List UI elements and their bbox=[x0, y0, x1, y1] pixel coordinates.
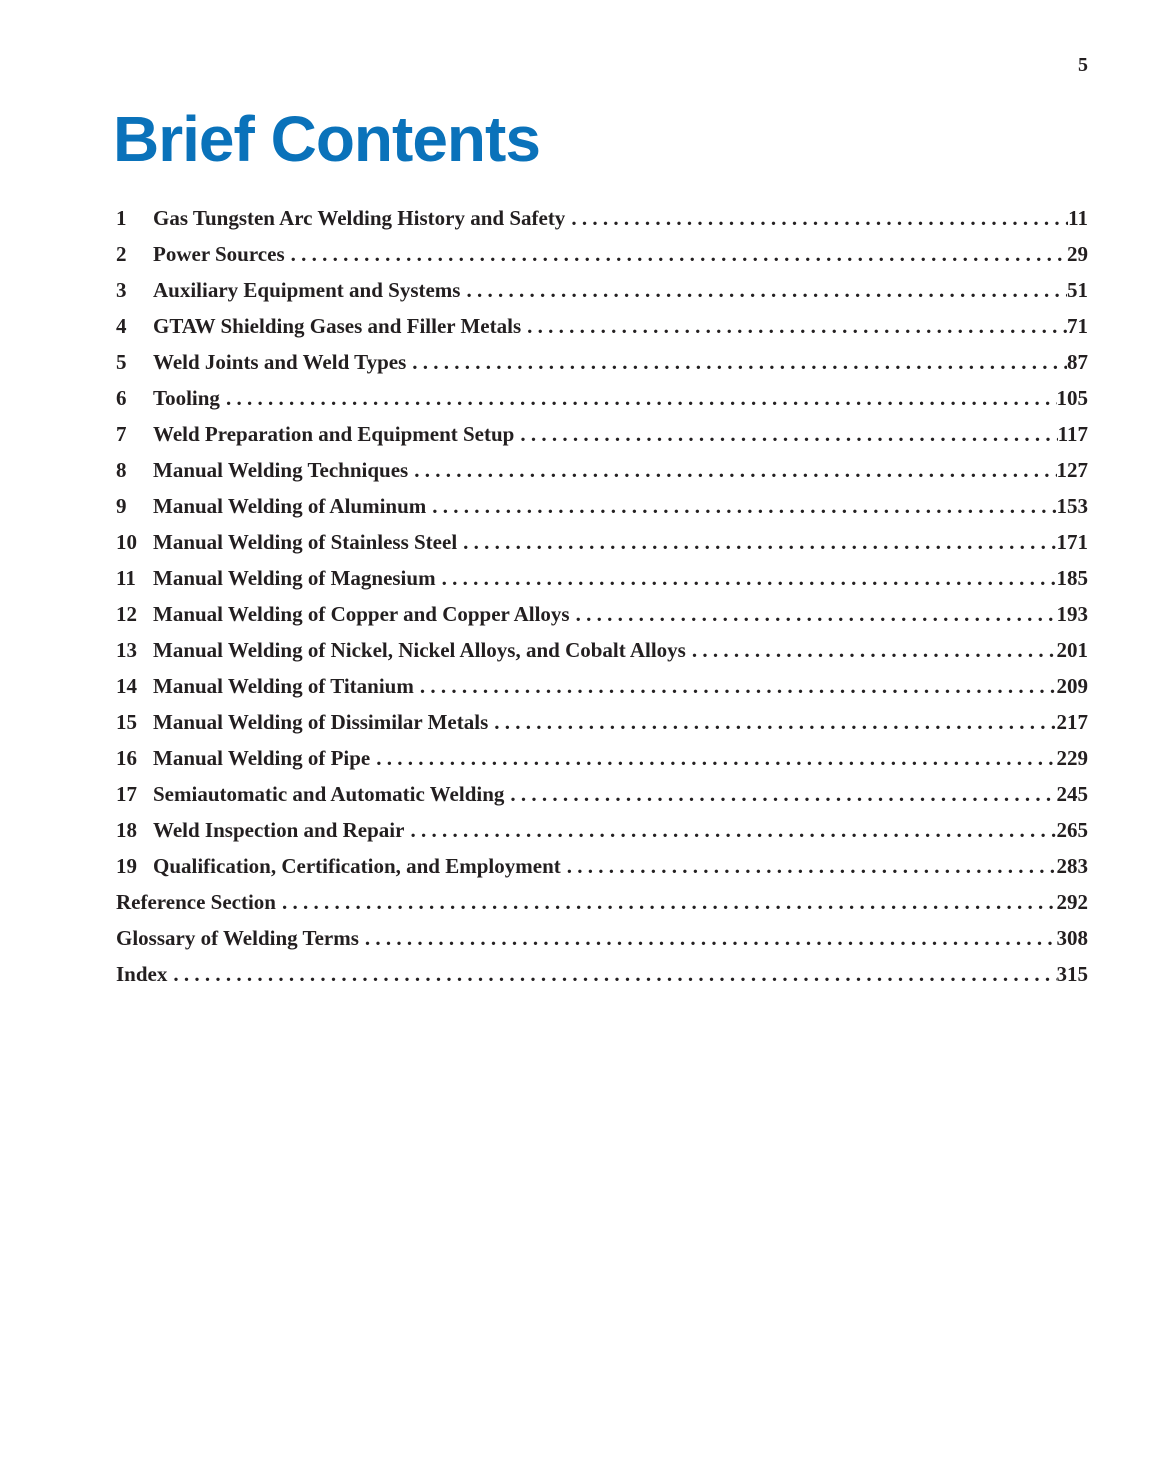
toc-entry-chapter-5[interactable] bbox=[116, 344, 1088, 380]
dot-leader bbox=[414, 668, 1057, 704]
dot-leader bbox=[561, 848, 1057, 884]
section-title: Index bbox=[116, 962, 168, 986]
chapter-number: 3 bbox=[116, 278, 127, 302]
toc-entry-chapter-17[interactable] bbox=[116, 776, 1088, 812]
chapter-number: 2 bbox=[116, 242, 127, 266]
dot-leader bbox=[404, 812, 1056, 848]
chapter-title: Auxiliary Equipment and Systems bbox=[153, 278, 461, 302]
page-ref: 209 bbox=[1056, 674, 1088, 698]
table-of-contents bbox=[116, 200, 1088, 992]
toc-entry-chapter-9[interactable] bbox=[116, 488, 1088, 524]
toc-entry-chapter-18[interactable] bbox=[116, 812, 1088, 848]
toc-entry-chapter-11[interactable] bbox=[116, 560, 1088, 596]
page-ref: 171 bbox=[1056, 530, 1088, 554]
toc-entry-chapter-7[interactable] bbox=[116, 416, 1088, 452]
chapter-title: Manual Welding of Stainless Steel bbox=[153, 530, 458, 554]
page-ref: 315 bbox=[1056, 962, 1088, 986]
page-ref: 245 bbox=[1056, 782, 1088, 806]
chapter-title: GTAW Shielding Gases and Filler Metals bbox=[153, 314, 522, 338]
dot-leader bbox=[220, 380, 1057, 416]
page-ref: 185 bbox=[1056, 566, 1088, 590]
chapter-number: 13 bbox=[116, 638, 137, 662]
page-ref: 87 bbox=[1067, 350, 1088, 374]
toc-entry-chapter-16[interactable] bbox=[116, 740, 1088, 776]
chapter-number: 6 bbox=[116, 386, 127, 410]
section-title: Glossary of Welding Terms bbox=[116, 926, 359, 950]
dot-leader bbox=[521, 308, 1067, 344]
toc-entry-chapter-3[interactable] bbox=[116, 272, 1088, 308]
chapter-number: 18 bbox=[116, 818, 137, 842]
dot-leader bbox=[370, 740, 1056, 776]
chapter-title: Manual Welding of Nickel, Nickel Alloys, and Cobalt Alloys bbox=[153, 638, 686, 662]
toc-entry-chapter-12[interactable] bbox=[116, 596, 1088, 632]
chapter-title: Weld Inspection and Repair bbox=[153, 818, 405, 842]
chapter-number: 14 bbox=[116, 674, 137, 698]
chapter-number: 11 bbox=[116, 566, 136, 590]
toc-entry-chapter-10[interactable] bbox=[116, 524, 1088, 560]
page-ref: 292 bbox=[1056, 890, 1088, 914]
dot-leader bbox=[488, 704, 1056, 740]
dot-leader bbox=[285, 236, 1067, 272]
chapter-title: Manual Welding of Copper and Copper Alloys bbox=[153, 602, 570, 626]
chapter-title: Semiautomatic and Automatic Welding bbox=[153, 782, 505, 806]
dot-leader bbox=[570, 596, 1057, 632]
page-ref: 201 bbox=[1056, 638, 1088, 662]
page-ref: 127 bbox=[1056, 458, 1088, 482]
dot-leader bbox=[426, 488, 1056, 524]
page-ref: 283 bbox=[1056, 854, 1088, 878]
chapter-title: Manual Welding Techniques bbox=[153, 458, 409, 482]
chapter-number: 12 bbox=[116, 602, 137, 626]
dot-leader bbox=[167, 956, 1056, 992]
page-ref: 265 bbox=[1056, 818, 1088, 842]
chapter-number: 10 bbox=[116, 530, 137, 554]
section-title: Reference Section bbox=[116, 890, 276, 914]
dot-leader bbox=[406, 344, 1067, 380]
chapter-title: Manual Welding of Aluminum bbox=[153, 494, 427, 518]
toc-entry-reference-section[interactable] bbox=[116, 884, 1088, 920]
page-ref: 308 bbox=[1056, 926, 1088, 950]
chapter-title: Manual Welding of Dissimilar Metals bbox=[153, 710, 489, 734]
page-ref: 71 bbox=[1067, 314, 1088, 338]
page-ref: 105 bbox=[1056, 386, 1088, 410]
chapter-number: 15 bbox=[116, 710, 137, 734]
toc-entry-chapter-15[interactable] bbox=[116, 704, 1088, 740]
page-ref: 229 bbox=[1056, 746, 1088, 770]
dot-leader bbox=[436, 560, 1057, 596]
chapter-title: Tooling bbox=[153, 386, 220, 410]
page-ref: 153 bbox=[1056, 494, 1088, 518]
chapter-number: 4 bbox=[116, 314, 127, 338]
page-ref: 29 bbox=[1067, 242, 1088, 266]
chapter-number: 8 bbox=[116, 458, 127, 482]
chapter-title: Manual Welding of Magnesium bbox=[153, 566, 436, 590]
chapter-title: Weld Joints and Weld Types bbox=[153, 350, 407, 374]
toc-entry-chapter-8[interactable] bbox=[116, 452, 1088, 488]
page-ref: 193 bbox=[1056, 602, 1088, 626]
dot-leader bbox=[276, 884, 1057, 920]
chapter-title: Gas Tungsten Arc Welding History and Safety bbox=[153, 206, 566, 230]
chapter-title: Qualification, Certification, and Employment bbox=[153, 854, 561, 878]
chapter-number: 5 bbox=[116, 350, 127, 374]
dot-leader bbox=[359, 920, 1057, 956]
chapter-number: 17 bbox=[116, 782, 137, 806]
dot-leader bbox=[457, 524, 1056, 560]
dot-leader bbox=[504, 776, 1056, 812]
toc-entry-chapter-14[interactable] bbox=[116, 668, 1088, 704]
toc-entry-chapter-19[interactable] bbox=[116, 848, 1088, 884]
toc-entry-chapter-13[interactable] bbox=[116, 632, 1088, 668]
page-ref: 117 bbox=[1057, 422, 1088, 446]
page-ref: 51 bbox=[1067, 278, 1088, 302]
chapter-number: 1 bbox=[116, 206, 127, 230]
page-ref: 217 bbox=[1056, 710, 1088, 734]
chapter-number: 16 bbox=[116, 746, 137, 770]
dot-leader bbox=[408, 452, 1056, 488]
chapter-title: Weld Preparation and Equipment Setup bbox=[153, 422, 515, 446]
chapter-title: Manual Welding of Titanium bbox=[153, 674, 414, 698]
chapter-title: Manual Welding of Pipe bbox=[153, 746, 371, 770]
toc-entry-chapter-1[interactable] bbox=[116, 200, 1088, 236]
toc-entry-glossary[interactable] bbox=[116, 920, 1088, 956]
dot-leader bbox=[460, 272, 1067, 308]
toc-entry-chapter-6[interactable] bbox=[116, 380, 1088, 416]
chapter-number: 9 bbox=[116, 494, 127, 518]
chapter-number: 7 bbox=[116, 422, 127, 446]
page-number: 5 bbox=[1078, 54, 1088, 76]
toc-entry-chapter-4[interactable] bbox=[116, 308, 1088, 344]
chapter-title: Power Sources bbox=[153, 242, 285, 266]
toc-entry-index[interactable] bbox=[116, 956, 1088, 992]
chapter-number: 19 bbox=[116, 854, 137, 878]
toc-entry-chapter-2[interactable] bbox=[116, 236, 1088, 272]
dot-leader bbox=[514, 416, 1057, 452]
dot-leader bbox=[686, 632, 1057, 668]
page-title: Brief Contents bbox=[113, 103, 540, 175]
dot-leader bbox=[565, 200, 1068, 236]
page-ref: 11 bbox=[1068, 206, 1088, 230]
